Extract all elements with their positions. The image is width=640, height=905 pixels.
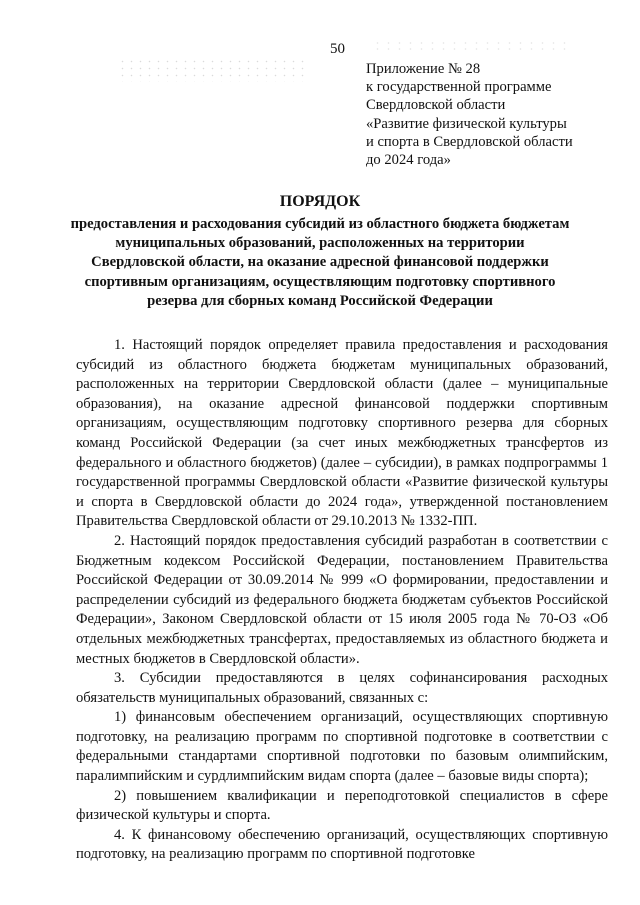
appendix-header bbox=[366, 60, 626, 169]
appendix-line: «Развитие физической культуры bbox=[366, 115, 567, 132]
appendix-line: до 2024 года» bbox=[366, 152, 451, 169]
appendix-line: Приложение № 28 bbox=[366, 61, 481, 77]
appendix-line: к государственной программе bbox=[366, 79, 552, 96]
title-subtitle: предоставления и расходования субсидий из областного бюджета бюджетам муниципальных образований, расположенных на территории Свердловской области, на оказание адресной финансовой поддержки спортивным организациям, осуществляющим подготовку спортивного резерва для сборных команд Российской Федерации bbox=[70, 216, 570, 309]
appendix-line: Свердловской области bbox=[366, 97, 506, 114]
paragraph: 4. К финансовому обеспечению организаций, осуществляющих спортивную подготовку, на реализацию программ по спортивной подготовке bbox=[76, 826, 608, 863]
scan-noise bbox=[372, 40, 572, 54]
scan-noise bbox=[118, 58, 308, 82]
paragraph: 1. Настоящий порядок определяет правила предоставления и расходования субсидий из областного бюджета бюджетам муниципальных образований, расположенных на территории Свердловской области (далее – муниципальные образования), на оказание адресной финансовой поддержки спортивным организациям, осуществляющим подготовку спортивного резерва для сборных команд Российской Федерации (за счет иных межбюджетных трансфертов из федерального и областного бюджетов) (далее – субсидии), в рамках подпрограммы 1 государственной программы Свердловской области «Развитие физической культуры и спорта в Свердловской области до 2024 года», утвержденной постановлением Правительства Свердловской области от 29.10.2013 № 1332-ПП. bbox=[76, 337, 608, 530]
page-number: 50 bbox=[330, 41, 345, 57]
list-item: 2) повышением квалификации и переподготовкой специалистов в сфере физической культуры и спорта. bbox=[76, 787, 608, 824]
title-main: ПОРЯДОК bbox=[279, 193, 361, 210]
paragraph: 2. Настоящий порядок предоставления субсидий разработан в соответствии с Бюджетным кодексом Российской Федерации, постановлением Правительства Российской Федерации от 30.09.2014 № 999 «О формировании, предоставлении и распределении субсидий из федерального бюджета бюджетам субъектов Российской Федерации», Законом Свердловской области от 15 июля 2005 года № 70-ОЗ «Об отдельных межбюджетных трансфертах, предоставляемых из областного бюджета и местных бюджетов в Свердловской области». bbox=[76, 532, 608, 667]
document-title bbox=[70, 192, 570, 311]
paragraph: 3. Субсидии предоставляются в целях софинансирования расходных обязательств муниципальных образований, связанных с: bbox=[76, 670, 608, 706]
document-body bbox=[76, 336, 608, 865]
list-item: 1) финансовым обеспечением организаций, осуществляющих спортивную подготовку, на реализацию программ по спортивной подготовке в соответствии с федеральными стандартами спортивной подготовки по базовым олимпийским, паралимпийским и сурдлимпийским видам спорта (далее – базовые виды спорта); bbox=[76, 709, 608, 785]
appendix-line: и спорта в Свердловской области bbox=[366, 133, 573, 150]
